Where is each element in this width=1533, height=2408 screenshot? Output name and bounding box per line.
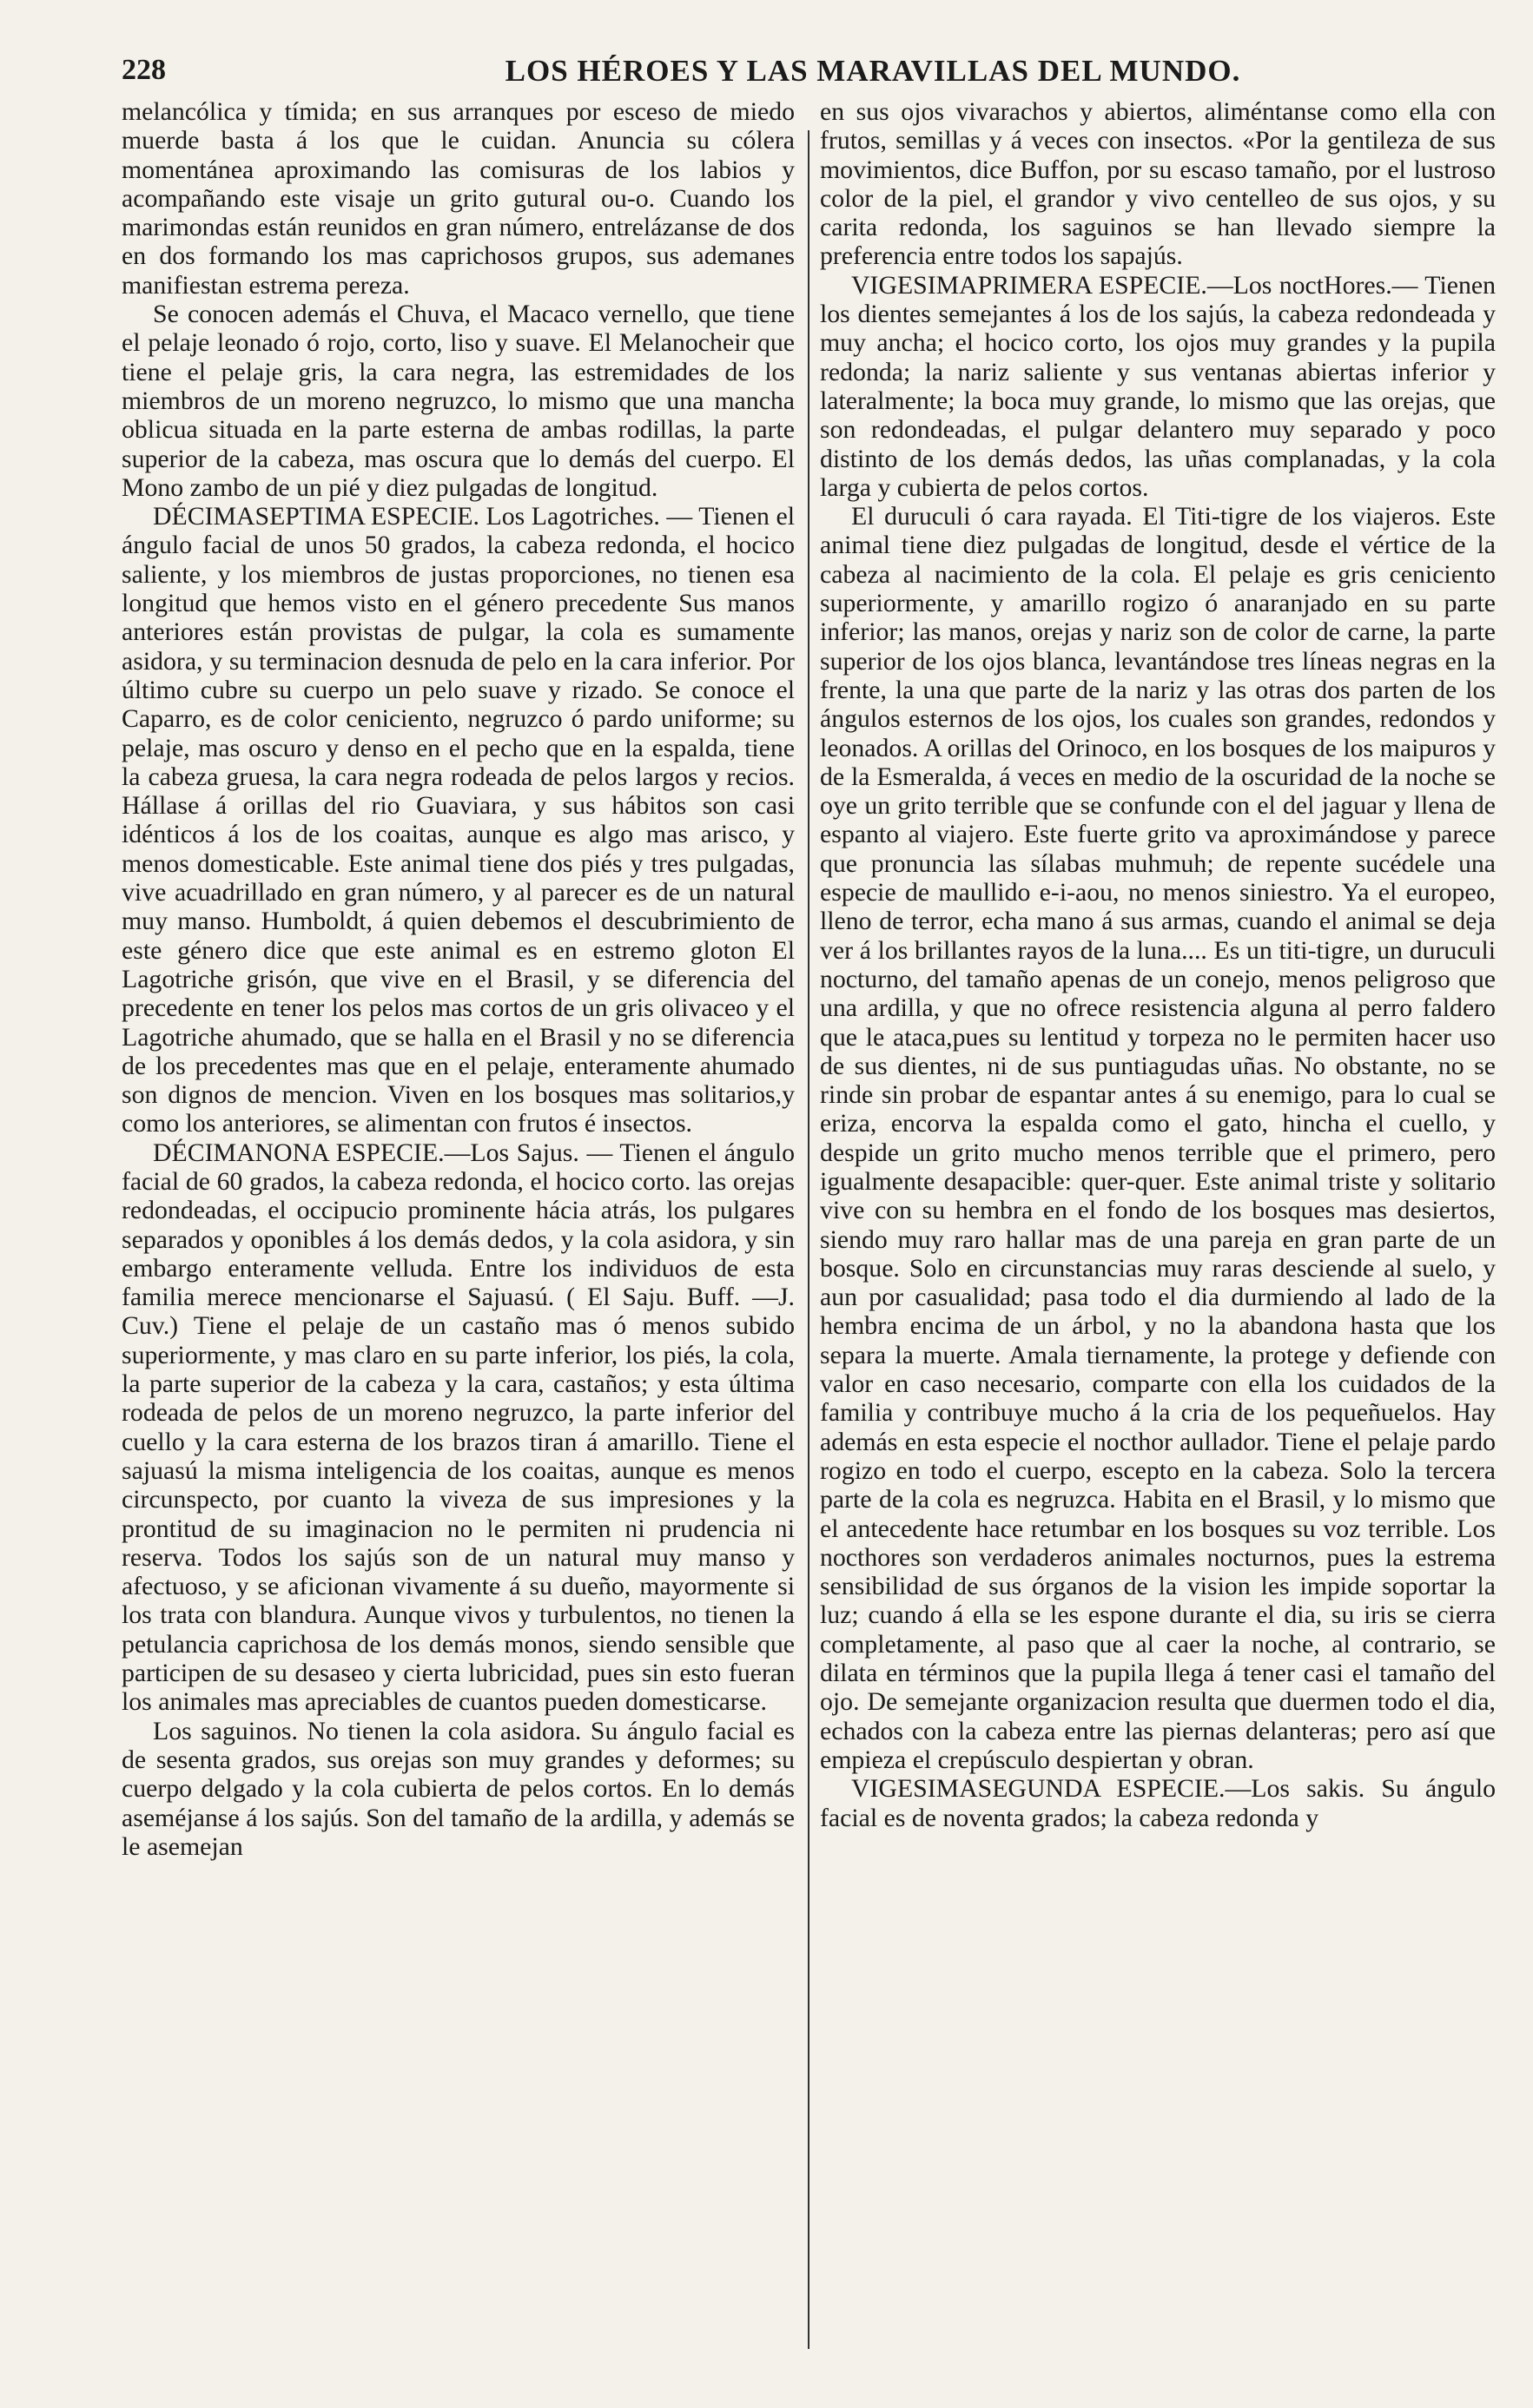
right-column [820,97,1496,2359]
left-paragraph-3: DÉCIMASEPTIMA ESPECIE. Los Lagotriches. — Tienen el ángulo facial de unos 50 grados, la cabeza redonda, el hocico saliente, y los miembros de justas proporciones, no tienen esa longitud que hemos visto en el género precedente Sus manos anteriores están provistas de pulgar, la cola es sumamente asidora, y su terminacion desnuda de pelo en la cara inferior. Por último cubre su cuerpo un pelo suave y rizado. Se conoce el Caparro, es de color ceniciento, negruzco ó pardo uniforme; su pelaje, mas oscuro y denso en el pecho que en la espalda, tiene la cabeza gruesa, la cara negra rodeada de pelos largos y recios. Hállase á orillas del rio Guaviara, y sus hábitos son casi idénticos á los de los coaitas, aunque es algo mas arisco, y menos domesticable. Este animal tiene dos piés y tres pulgadas, vive acuadrillado en gran número, y al parecer es de un natural muy manso. Humboldt, á quien debemos el descubrimiento de este género dice que este animal es en estremo gloton El Lagotriche grisón, que vive en el Brasil, y se diferencia del precedente en tener los pelos mas cortos de un gris olivaceo y el Lagotriche ahumado, que se halla en el Brasil y no se diferencia de los precedentes mas que en el pelaje, enteramente ahumado son dignos de mencion. Viven en los bosques mas solitarios,y como los anteriores, se alimentan con frutos é insectos. [122,502,795,1138]
right-paragraph-4: VIGESIMASEGUNDA ESPECIE.—Los sakis. Su ángulo facial es de noventa grados; la cabeza redonda y [820,1774,1496,1832]
page-header [122,54,1494,94]
right-paragraph-1: en sus ojos vivarachos y abiertos, aliméntanse como ella con frutos, semillas y á veces con insectos. «Por la gentileza de sus movimientos, dice Buffon, por su escaso tamaño, por el lustroso color de la piel, el grandor y vivo centelleo de sus ojos, y su carita redonda, los saguinos se han llevado siempre la preferencia entre todos los sapajús. [820,97,1496,271]
left-paragraph-1: melancólica y tímida; en sus arranques por esceso de miedo muerde basta á los que le cuidan. Anuncia su cólera momentánea aproximando las comisuras de los labios y acompañando este visaje un grito gutural ou-o. Cuando los marimondas están reunidos en gran número, entrelázanse de dos en dos formando los mas caprichosos grupos, sus ademanes manifiestan estrema pereza. [122,97,795,300]
left-column [122,97,795,2359]
right-paragraph-3: El duruculi ó cara rayada. El Titi-tigre de los viajeros. Este animal tiene diez pulgadas de longitud, desde el vértice de la cabeza al nacimiento de la cola. El pelaje es gris ceniciento superiormente, y amarillo rogizo ó anaranjado en su parte inferior; las manos, orejas y nariz son de color de carne, la parte superior de los ojos blanca, levantándose tres líneas negras en la frente, la una que parte de la nariz y las otras dos parten de los ángulos esternos de los ojos, los cuales son grandes, redondos y leonados. A orillas del Orinoco, en los bosques de los maipuros y de la Esmeralda, á veces en medio de la oscuridad de la noche se oye un grito terrible que se confunde con el del jaguar y llena de espanto al viajero. Este fuerte grito va aproximándose y parece que pronuncia las sílabas muhmuh; de repente sucédele una especie de maullido e-i-aou, no menos siniestro. Ya el europeo, lleno de terror, echa mano á sus armas, cuando el animal se deja ver á los brillantes rayos de la luna.... Es un titi-tigre, un duruculi nocturno, del tamaño apenas de un conejo, menos peligroso que una ardilla, y que no ofrece resistencia alguna al perro faldero que le ataca,pues su lentitud y torpeza no le permiten hacer uso de sus dientes, ni de sus puntiagudas uñas. No obstante, no se rinde sin probar de espantar antes á su enemigo, para lo cual se eriza, encorva la espalda como el gato, hincha el cuello, y despide un grito mucho menos terrible que el primero, pero igualmente desapacible: quer-quer. Este animal triste y solitario vive con su hembra en el fondo de los bosques mas desiertos, siendo muy raro hallar mas de una pareja en gran parte de un bosque. Solo en circunstancias muy raras desciende al suelo, y aun por casualidad; pasa todo el dia durmiendo al lado de la hembra encima de un árbol, y no la abandona hasta que los separa la muerte. Amala tiernamente, la protege y defiende con valor en caso necesario, comparte con ella los cuidados de la familia y contribuye mucho á la cria de los pequeñuelos. Hay además en esta especie el nocthor aullador. Tiene el pelaje pardo rogizo en todo el cuerpo, escepto en la cabeza. Solo la tercera parte de la cola es negruzca. Habita en el Brasil, y lo mismo que el antecedente hace retumbar en los bosques su voz terrible. Los nocthores son verdaderos animales nocturnos, pues la estrema sensibilidad de sus órganos de la vision les impide soportar la luz; cuando á ella se les espone durante el dia, su iris se cierra completamente, al paso que al caer la noche, al contrario, se dilata en términos que la pupila llega á tener casi el tamaño del ojo. De semejante organizacion resulta que duermen todo el dia, echados con la cabeza entre las piernas delanteras; pero así que empieza el crepúsculo despiertan y obran. [820,502,1496,1774]
left-paragraph-2: Se conocen además el Chuva, el Macaco vernello, que tiene el pelaje leonado ó rojo, corto, liso y suave. El Melanocheir que tiene el pelaje gris, la cara negra, las estremidades de los miembros de un moreno negruzco, lo mismo que una mancha oblicua situada en la parte esterna de ambas rodillas, la parte superior de la cabeza, mas oscura que lo demás del cuerpo. El Mono zambo de un pié y diez pulgadas de longitud. [122,300,795,502]
left-paragraph-4: DÉCIMANONA ESPECIE.—Los Sajus. — Tienen el ángulo facial de 60 grados, la cabeza redonda, el hocico corto. las orejas redondeadas, el occipucio prominente hácia atrás, los pulgares separados y oponibles á los demás dedos, y la cola asidora, y sin embargo enteramente velluda. Entre los individuos de esta familia merece mencionarse el Sajuasú. ( El Saju. Buff. —J. Cuv.) Tiene el pelaje de un castaño mas ó menos subido superiormente, y mas claro en su parte inferior, los piés, la cola, la parte superior de la cabeza y la cara, castaños; y esta última rodeada de pelos de un moreno negruzco, la parte inferior del cuello y la cara esterna de los brazos tiran á amarillo. Tiene el sajuasú la misma inteligencia de los coaitas, aunque es menos circunspecto, por cuanto la viveza de sus impresiones y la prontitud de su imaginacion no le permiten ni prudencia ni reserva. Todos los sajús son de un natural muy manso y afectuoso, y se aficionan vivamente á su dueño, mayormente si los trata con blandura. Aunque vivos y turbulentos, no tienen la petulancia caprichosa de los demás monos, siendo sensible que participen de su desaseo y cierta lubricidad, pues sin esto fueran los animales mas apreciables de cuantos pueden domesticarse. [122,1138,795,1717]
left-paragraph-5: Los saguinos. No tienen la cola asidora. Su ángulo facial es de sesenta grados, sus orejas son muy grandes y deformes; su cuerpo delgado y la cola cubierta de pelos cortos. En lo demás aseméjanse á los sajús. Son del tamaño de la ardilla, y además se le asemejan [122,1716,795,1861]
right-paragraph-2: VIGESIMAPRIMERA ESPECIE.—Los noctHores.— Tienen los dientes semejantes á los de los sajús, la cabeza redondeada y muy ancha; el hocico corto, los ojos muy grandes y la pupila redonda; la nariz saliente y sus ventanas abiertas inferior y lateralmente; la boca muy grande, lo mismo que las orejas, que son redondeadas, el pulgar delantero muy separado y poco distinto de los demás dedos, las uñas complanadas, y la cola larga y cubierta de pelos cortos. [820,270,1496,502]
running-title: LOS HÉROES Y LAS MARAVILLAS DEL MUNDO. [505,54,1241,88]
page-number: 228 [122,54,166,86]
column-divider [808,130,809,2349]
